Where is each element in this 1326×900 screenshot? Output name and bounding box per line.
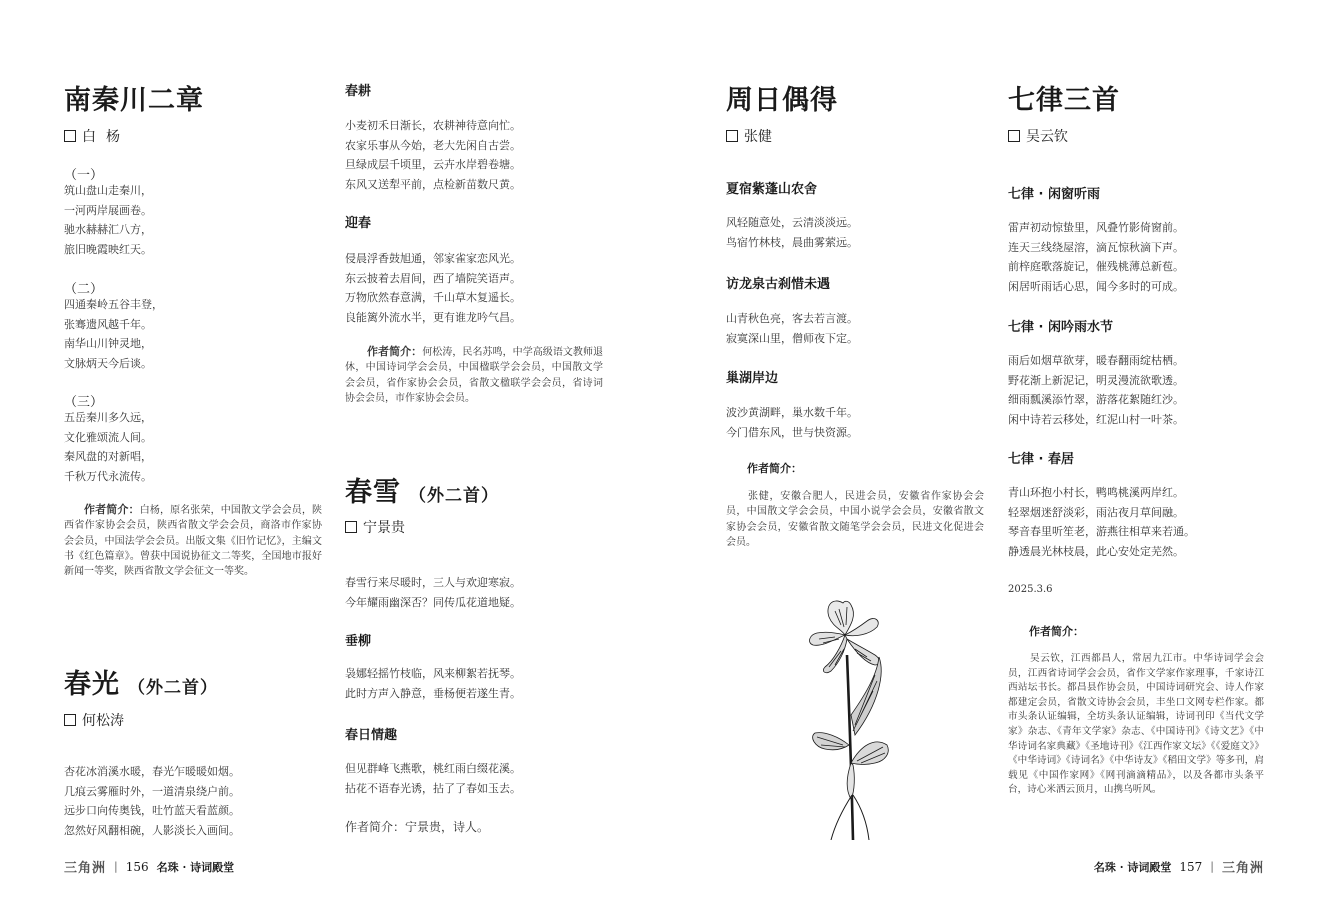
poem-stanza: [345, 249, 521, 327]
poem-stanza: [726, 309, 858, 348]
checkbox-square-icon: [726, 130, 738, 142]
bio-text: 何松涛，民名苏鸣，中学高级语文教师退休，中国诗词学会会员，中国楹联学会会员，中国散文学会会员，省作家协会会员，省散文楹联学会会员，省诗词协会会员，市作家协会会员。: [345, 347, 604, 404]
poem-title-sub: （外二首）: [409, 486, 499, 506]
poem-line: 轻翠烟迷舒淡彩，雨沾夜月草间融。: [1008, 505, 1184, 519]
poem-line: 今门借东风，世与快资源。: [726, 425, 858, 439]
poem-line: 文化雅颂流人间。: [64, 430, 152, 444]
poem-line: 波沙黄湖畔，巢水数千年。: [726, 406, 858, 419]
poem-subtitle: 七律 · 闲吟雨水节: [1008, 320, 1113, 335]
poem-subtitle: 垂柳: [345, 634, 372, 649]
poem-subtitle: 春日情趣: [345, 728, 398, 743]
bio-label: 作者简介：: [747, 462, 802, 475]
poem-line: 侵晨浮香鼓旭通，邻家雀家恋风光。: [345, 252, 521, 265]
poem-line: 东云披着去眉间，西了墙院笑语声。: [345, 271, 521, 285]
section-label: （二）: [64, 282, 104, 297]
poem-line: 驰水赫赫汇八方，: [64, 223, 152, 236]
footer-divider: |: [114, 860, 118, 873]
poem-line: 旦绿成层千顷里，云卉水岸碧卷塘。: [345, 158, 521, 171]
poem-line: 袅娜轻摇竹枝临，风来柳絮若抚琴。: [345, 667, 521, 680]
poem-subtitle: 巢湖岸边: [726, 371, 779, 386]
magazine-logo: 三角洲: [1221, 861, 1264, 876]
poem-line: 千秋万代永流传。: [64, 469, 152, 483]
poem-stanza: [64, 408, 152, 486]
poem-line: 南华山川钟灵地，: [64, 337, 152, 350]
checkbox-square-icon: [345, 521, 357, 533]
poem-line: 山青秋色亮，客去若言渡。: [726, 312, 858, 325]
poem-stanza: [1008, 218, 1184, 296]
poem-line: 杏花冰消溪水暖，春光乍暖暖如烟。: [64, 765, 240, 778]
author-bio: [345, 344, 603, 406]
poem-stanza: [345, 664, 521, 703]
author-name: 吴云钦: [1026, 129, 1068, 145]
poem-subtitle: 迎春: [345, 216, 372, 231]
checkbox-square-icon: [1008, 130, 1020, 142]
poem-title: 南秦川二章: [64, 85, 204, 116]
poem-subtitle: 七律 · 春居: [1008, 452, 1074, 467]
poem-line: 张骞遗风越千年。: [64, 317, 152, 331]
magazine-logo: 三角洲: [64, 861, 107, 876]
poem-line: 但见群峰飞燕歌，桃红雨白缀花溪。: [345, 762, 521, 775]
poem-stanza: [64, 762, 240, 840]
poem-title-main: 春光: [64, 669, 120, 700]
poem-line: 青山环抱小村长，鸭鸣桃溪两岸红。: [1008, 486, 1184, 499]
poem-line: 东风又送犁平前，点检新苗数尺黄。: [345, 177, 521, 191]
poem-line: 春雪行来尽暖时，三人与欢迎寒寂。: [345, 576, 521, 589]
bio-label: 作者简介：: [367, 345, 423, 358]
poem-stanza: [1008, 351, 1184, 429]
poem-line: 此时方声入静意，垂杨便若遂生青。: [345, 686, 521, 700]
poem-line: 风轻随意处，云清淡淡远。: [726, 216, 858, 229]
poem-subtitle: 春耕: [345, 84, 372, 99]
poem-line: 良能篱外流水半，更有谁龙吟气昌。: [345, 310, 521, 324]
poem-line: 今年耀雨幽深否？同传瓜花道地疑。: [345, 595, 521, 609]
poem-stanza: [345, 759, 521, 798]
bio-text: 白杨，原名张荣，中国散文学会会员，陕西省作家协会会员，陕西省散文学会会员，商洛市作家协会会员，中国法学会会员。出版文集《旧竹记忆》，主编文书《红色篇章》。曾获中国说协征文二等奖，全国地市报好新闻一等奖，陕西省散文学会征文一等奖。: [64, 505, 323, 578]
poem-line: 琴音春里听笙老，游燕往相草来若通。: [1008, 525, 1195, 538]
poem-line: 闲中诗若云移处，红泥山村一叶茶。: [1008, 412, 1184, 426]
checkbox-square-icon: [64, 130, 76, 142]
poem-line: 文脉炳天今后谈。: [64, 356, 152, 370]
author-name: 宁景贵: [363, 520, 405, 536]
poem-line: 筑山盘山走秦川，: [64, 184, 152, 197]
poem-author: [64, 710, 124, 730]
poem-line: 秦风盘的对新唱，: [64, 450, 152, 463]
poem-title: [64, 662, 218, 701]
section-label: （三）: [64, 395, 104, 410]
poem-stanza: [345, 116, 521, 194]
poem-line: 前梓庭歌落旋记，催残桃薄总新苞。: [1008, 260, 1184, 273]
poem-subtitle: 夏宿紫蓬山农舍: [726, 182, 818, 197]
section-name: 名珠 · 诗词殿堂: [156, 860, 235, 874]
poem-line: 雨后如烟草欲芽，暖春翻雨绽枯栖。: [1008, 354, 1184, 367]
author-bio: 作者简介：宁景贵，诗人。: [345, 820, 490, 834]
author-bio: 吴云钦，江西都昌人，常居九江市。中华诗词学会会员，江西省诗词学会会员，省作文学家作家理事，千家诗江西站坛书长。都昌县作协会员，中国诗词研究会、诗人作家都建定会员，省散文诗协会会员，丰坐口文网专栏作家。都市头条认证编辑，全坊头条认证编辑，诗词刊印《当代文学家》杂志、《青年文学家》杂志、《中国诗刊》《诗文艺》《中华诗词名家典藏》《圣地诗刊》《江西作家文坛》《《爱庭文》》《中华诗词》《诗词名》《中华诗友》《稻田文学》等多刊，肩载见《中国作家网》《网刊滴滴精品》，以及各都市头条平台，诗心米洒云顶月，山携乌听风。: [1008, 653, 1264, 796]
section-label: （一）: [64, 168, 104, 183]
poem-line: 闲居听雨话心思，闻今多时的可成。: [1008, 279, 1184, 293]
poem-line: 小麦初禾日渐长，农耕神待意向忙。: [345, 119, 521, 132]
poem-line: 五岳秦川多久远，: [64, 411, 152, 424]
poem-author: [64, 126, 130, 146]
poem-title: 周日偶得: [726, 85, 838, 116]
poem-line: 静透晨光林枝晨，此心安处定芜然。: [1008, 544, 1184, 558]
poem-stanza: [1008, 483, 1195, 561]
author-name: 何松涛: [82, 713, 124, 729]
page-number: 157: [1179, 859, 1203, 874]
poem-line: 忽然好风翻相碗，人影淡长入画间。: [64, 823, 240, 837]
author-bio: [64, 502, 322, 579]
author-name: 白杨: [82, 129, 130, 145]
poem-stanza: [64, 181, 152, 259]
poem-stanza: [726, 213, 858, 252]
page-number: 156: [125, 859, 149, 874]
poem-title-main: 春雪: [345, 477, 401, 508]
poem-line: 旅旧晚霞映红天。: [64, 242, 152, 256]
iris-flower-illustration: [795, 595, 895, 840]
author-bio: 张健，安徽合肥人，民进会员，安徽省作家协会会员，中国散文学会会员，中国小说学会会员，安徽省散文家协会会员，安徽省散文随笔学会会员，民进文化促进会会员。: [726, 491, 984, 548]
poem-subtitle: 访龙泉古刹惜未遇: [726, 277, 831, 292]
poem-date: 2025.3.6: [1008, 584, 1053, 595]
poem-title-sub: （外二首）: [128, 678, 218, 698]
section-name: 名珠 · 诗词殿堂: [1093, 860, 1172, 874]
poem-author: [1008, 126, 1068, 146]
bio-label: 作者简介：: [1029, 625, 1084, 638]
poem-line: 细雨瓢溪添竹翠，游落花絮随红沙。: [1008, 393, 1184, 406]
poem-author: [345, 517, 405, 537]
poem-line: 农家乐事从今始，老大先闲自古尝。: [345, 138, 521, 152]
poem-line: 万物欣然春意满，千山草木复遥长。: [345, 291, 521, 304]
poem-title: [345, 470, 499, 509]
poem-stanza: [726, 403, 858, 442]
checkbox-square-icon: [64, 714, 76, 726]
poem-line: 四通秦岭五谷丰登，: [64, 298, 163, 311]
poem-line: 远步口向传奥钱，吐竹蓝天看蓝颜。: [64, 804, 240, 817]
author-name: 张健: [744, 129, 772, 145]
poem-line: 野花渐上新泥记，明灵漫流欲歌透。: [1008, 373, 1184, 387]
poem-line: 鸟宿竹林枝，晨曲雾萦远。: [726, 235, 858, 249]
poem-line: 寂寞深山里，僧师夜下定。: [726, 331, 858, 345]
poem-title: 七律三首: [1008, 85, 1120, 116]
poem-stanza: [345, 573, 521, 612]
page-footer-right: [1094, 857, 1264, 876]
poem-stanza: [64, 295, 163, 373]
poem-line: 连天三线绕屋溶，滴瓦惊秋滴下声。: [1008, 240, 1184, 254]
poem-line: 雷声初动惊蛰里，风叠竹影倚窗前。: [1008, 221, 1184, 234]
poem-line: 几痕云雾雁时外，一道清泉绕户前。: [64, 784, 240, 798]
poem-subtitle: 七律 · 闲窗听雨: [1008, 187, 1100, 202]
poem-line: 一河两岸展画卷。: [64, 203, 152, 217]
bio-label: 作者简介：: [84, 503, 140, 516]
poem-author: [726, 126, 772, 146]
footer-divider: |: [1210, 860, 1214, 873]
page-footer-left: [64, 857, 234, 876]
poem-line: 拈花不语春光诱，拈了了春如玉去。: [345, 781, 521, 795]
